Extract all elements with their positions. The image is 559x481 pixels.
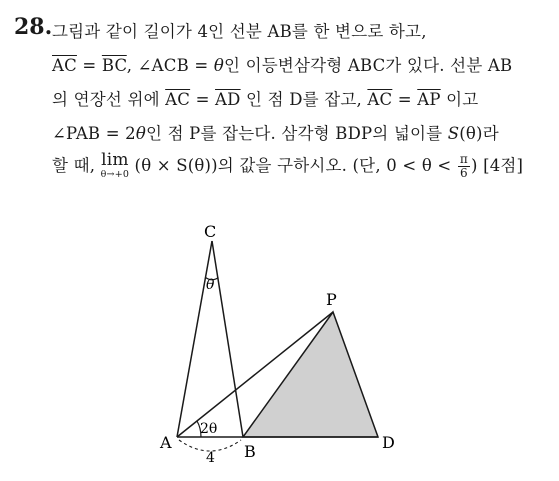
theta-symbol: θ [135,124,147,143]
problem-number: 28. [14,14,53,40]
line4-post: 라 [482,124,499,143]
line3-pre: 의 연장선 위에 [52,90,166,109]
line3-mid: 인 점 D를 잡고, [240,90,368,109]
segment-bc-line [212,241,243,437]
problem-line-1: 그림과 같이 길이가 4인 선분 AB를 한 변으로 하고, [52,22,427,41]
limit-expression: (θ × S(θ)) [129,156,218,175]
line4-pre: ∠PAB = 2 [52,124,136,143]
equals-sign: = [76,56,102,75]
segment-bc: $\overline{BC}$ [101,56,127,75]
segment-ac-line [177,241,212,437]
segment-ap: $\overline{AP}$ [417,90,441,109]
line5-mid: 의 값을 구하시오. (단, 0 < θ < [217,156,457,175]
line3-post: 이고 [440,90,479,109]
line5-pre: 할 때, [52,156,101,175]
label-b: B [244,442,256,461]
label-c: C [204,222,217,241]
segment-ac: $\overline{AC}$ [367,90,393,109]
equals-sign: = [392,90,418,109]
length-label-ab: 4 [206,450,215,466]
segment-ad: $\overline{AD}$ [215,90,241,109]
segment-ac: $\overline{AC}$ [52,56,77,75]
equals-sign: = [190,90,216,109]
segment-ac: $\overline{AC}$ [165,90,191,109]
angle-text: , ∠ACB = [126,56,214,75]
fraction-denominator: 6 [460,166,468,180]
function-arg: (θ) [459,124,483,143]
lim-word: lim [101,150,129,170]
angle-label-c: θ [206,277,215,293]
theta-symbol: θ [213,56,224,75]
function-s: S [447,124,460,143]
fraction-numerator: π [459,152,468,167]
angle-label-a: 2θ [200,421,218,437]
label-a: A [160,433,172,452]
line2-rest: 인 이등변삼각형 ABC가 있다. 선분 AB [224,56,513,75]
line5-close: ) [470,156,484,175]
line4-mid: 인 점 P를 잡는다. 삼각형 BDP의 넓이를 [146,124,448,143]
lim-subscript: θ→+0 [100,169,130,180]
points-badge: [4점] [483,156,524,175]
label-d: D [382,433,395,452]
label-p: P [326,290,337,309]
